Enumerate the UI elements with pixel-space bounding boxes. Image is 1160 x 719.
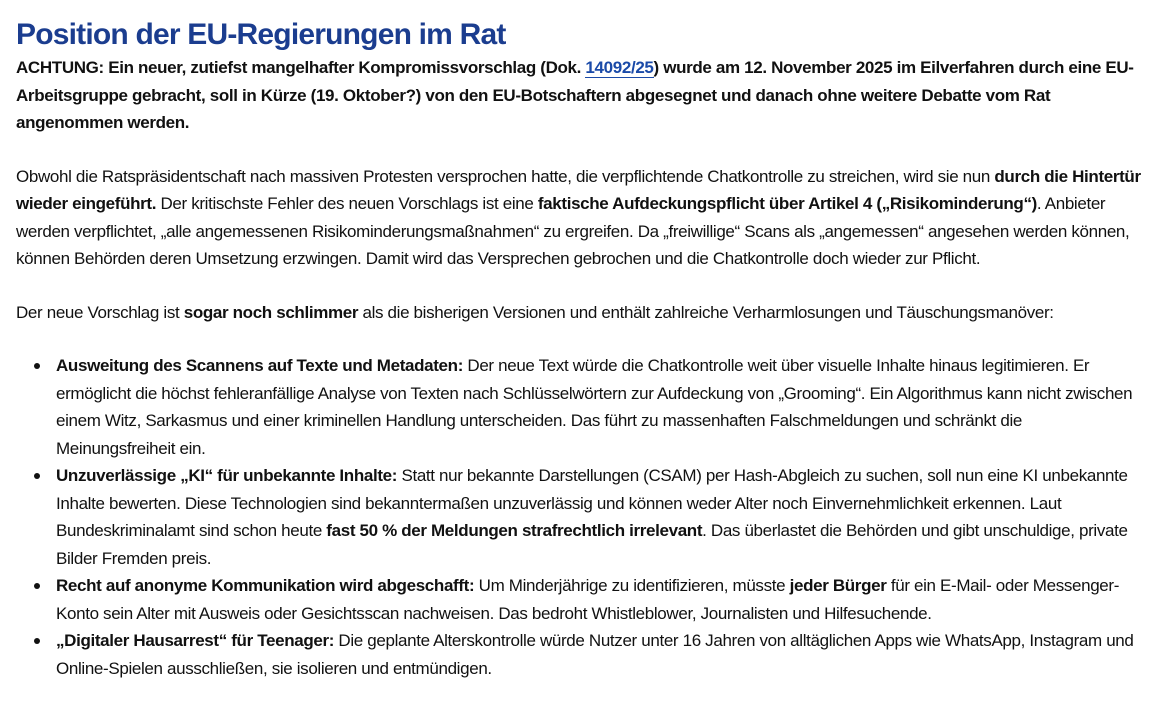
summary-text-1: Der neue Vorschlag ist — [16, 302, 184, 322]
intro-bold-2: faktische Aufdeckungspflicht über Artikel 4 („Risikominderung“) — [537, 194, 1037, 213]
list-item-bold: jeder Bürger — [789, 576, 887, 595]
intro-text-2: Der kritischste Fehler des neuen Vorschlags ist eine — [156, 194, 538, 213]
list-item-heading: Unzuverlässige „KI“ für unbekannte Inhalte: — [56, 466, 398, 485]
list-item — [56, 627, 1144, 682]
list-item-text: Die geplante Alterskontrolle würde Nutzer unter 16 Jahren von alltäglichen Apps wie WhatsApp, Instagram und Online-Spielen ausschließen, sie isolieren und entmündigen. — [56, 631, 1134, 678]
intro-text-1: Obwohl die Ratspräsidentschaft nach massiven Protesten versprochen hatte, die verpflichtende Chatkontrolle zu streichen, wird sie nun — [16, 166, 995, 186]
list-item-text-end: . Das überlastet die Behörden und gibt unschuldige, private Bilder Fremden preis. — [56, 521, 1128, 568]
list-item — [56, 352, 1144, 462]
intro-bold-1: durch die Hintertür wieder eingeführt. — [16, 166, 1141, 213]
list-item-text: Der neue Text würde die Chatkontrolle weit über visuelle Inhalte hinaus legitimieren. Er ermöglicht die höchst fehleranfällige Analyse von Texten nach Schlüsselwörtern zur Aufdeckung von „Grooming“. Ein Algorithmus kann nicht zwischen einem Witz, Sarkasmus und einer kriminellen Handlung unterscheiden. Das führt zu massenhaften Falschmeldungen und schränkt die Meinungsfreiheit ein. — [56, 356, 1133, 458]
alert-text-start: ACHTUNG: Ein neuer, zutiefst mangelhafter Kompromissvorschlag (Dok. — [16, 58, 586, 77]
page-title: Position der EU-Regierungen im Rat — [16, 18, 506, 51]
list-item-text: Statt nur bekannte Darstellungen (CSAM) per Hash-Abgleich zu suchen, soll nun eine KI unbekannte Inhalte bewerten. Diese Technologien sind bekanntermaßen unzuverlässig und können weder Alter noch Einvernehmlichkeit erkennen. Laut Bundeskriminalamt sind schon heute — [56, 466, 1128, 540]
list-item-text: Um Minderjährige zu identifizieren, müsste — [474, 576, 790, 595]
alert-paragraph — [16, 54, 1144, 137]
list-item-heading: „Digitaler Hausarrest“ für Teenager: — [56, 631, 335, 650]
document-link[interactable]: 14092/25 — [585, 58, 654, 77]
list-item-bold: fast 50 % der Meldungen strafrechtlich irrelevant — [326, 521, 703, 540]
article-body — [16, 54, 1144, 682]
summary-paragraph — [16, 299, 1144, 327]
list-item-heading: Ausweitung des Scannens auf Texte und Metadaten: — [56, 356, 464, 375]
summary-bold: sogar noch schlimmer — [183, 302, 359, 322]
list-item-heading: Recht auf anonyme Kommunikation wird abgeschafft: — [56, 576, 475, 595]
issues-list — [16, 352, 1144, 682]
intro-text-3: . Anbieter werden verpflichtet, „alle angemessenen Risikominderungsmaßnahmen“ zu ergreifen. Da „freiwillige“ Scans als „angemessen“ angesehen werden können, können Behörden deren Umsetzung erzwingen. Damit wird das Versprechen gebrochen und die Chatkontrolle doch wieder zur Pflicht. — [16, 194, 1130, 268]
list-item — [56, 572, 1144, 627]
alert-text-end: ) wurde am 12. November 2025 im Eilverfahren durch eine EU-Arbeitsgruppe gebracht, soll in Kürze (19. Oktober?) von den EU-Botschaftern abgesegnet und danach ohne weitere Debatte vom Rat angenommen werden. — [16, 58, 1134, 132]
list-item — [56, 462, 1144, 572]
intro-paragraph — [16, 163, 1144, 273]
list-item-text-end: für ein E-Mail- oder Messenger-Konto sein Alter mit Ausweis oder Gesichtsscan nachweisen. Das bedroht Whistleblower, Journalisten und Hilfesuchende. — [56, 576, 1120, 623]
summary-text-2: als die bisherigen Versionen und enthält zahlreiche Verharmlosungen und Täuschungsmanöver: — [358, 302, 1054, 322]
